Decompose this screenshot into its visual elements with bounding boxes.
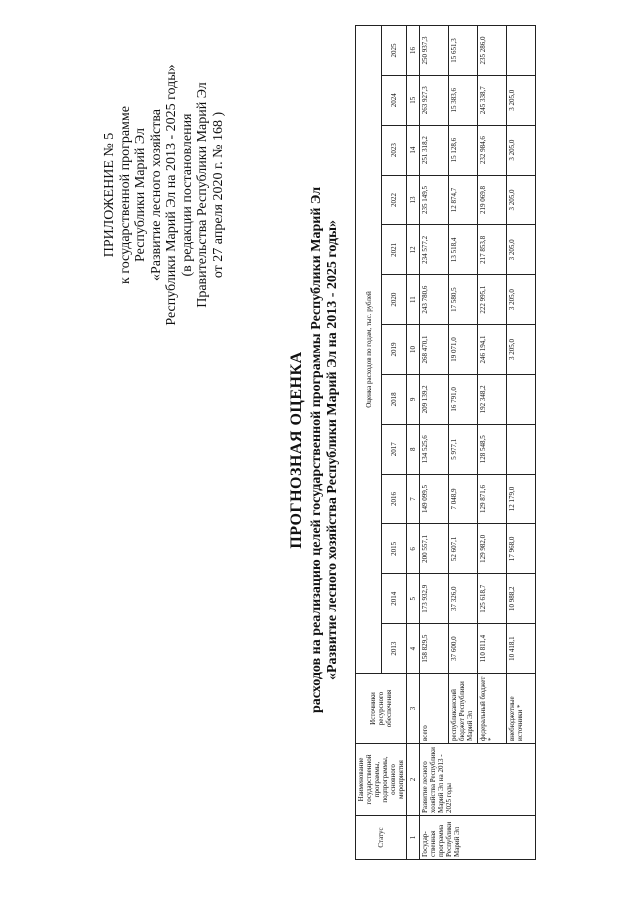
value-cell: 16 791,0 <box>449 374 478 424</box>
table-row <box>420 26 449 860</box>
column-number: 1 <box>407 816 420 860</box>
column-number: 15 <box>407 75 420 125</box>
appendix-block <box>102 20 226 370</box>
source-cell: всего <box>420 674 449 744</box>
value-cell: 235 149,5 <box>420 175 449 225</box>
value-cell: 10 418,1 <box>507 624 536 674</box>
header-estimate: Оценка расходов по годам, тыс. рублей <box>356 26 382 674</box>
source-cell: республиканский бюджет Республики Марий Эл <box>449 674 478 744</box>
header-name: Наименование государственной программы, подпрограммы, основного мероприятия <box>356 744 407 816</box>
value-cell: 173 932,9 <box>420 574 449 624</box>
header-status: Статус <box>356 816 407 860</box>
year-header: 2023 <box>382 125 407 175</box>
column-number: 13 <box>407 175 420 225</box>
value-cell: 13 518,4 <box>449 225 478 275</box>
value-cell: 17 968,0 <box>507 524 536 574</box>
column-number-row <box>407 26 420 860</box>
estimate-table <box>355 25 536 860</box>
year-header: 2024 <box>382 75 407 125</box>
value-cell: 129 871,6 <box>478 474 507 524</box>
value-cell: 209 139,2 <box>420 374 449 424</box>
value-cell: 37 326,0 <box>449 574 478 624</box>
year-header: 2021 <box>382 225 407 275</box>
header-source: Источники ресурсного обеспечения <box>356 674 407 744</box>
value-cell: 17 580,5 <box>449 275 478 325</box>
value-cell: 7 048,9 <box>449 474 478 524</box>
value-cell: 246 194,1 <box>478 325 507 375</box>
value-cell: 268 470,1 <box>420 325 449 375</box>
value-cell: 3 205,0 <box>507 275 536 325</box>
value-cell <box>507 374 536 424</box>
value-cell: 129 982,0 <box>478 524 507 574</box>
value-cell: 3 205,0 <box>507 125 536 175</box>
value-cell: 5 977,1 <box>449 424 478 474</box>
value-cell: 15 651,3 <box>449 26 478 76</box>
appendix-line: от 27 апреля 2020 г. № 168 ) <box>210 111 226 279</box>
value-cell: 52 607,1 <box>449 524 478 574</box>
value-cell: 19 071,0 <box>449 325 478 375</box>
table-row <box>449 26 478 860</box>
value-cell: 37 600,0 <box>449 624 478 674</box>
column-number: 6 <box>407 524 420 574</box>
column-number: 5 <box>407 574 420 624</box>
appendix-line: к государственной программе <box>117 106 133 284</box>
column-number: 3 <box>407 674 420 744</box>
value-cell <box>507 26 536 76</box>
value-cell: 134 525,6 <box>420 424 449 474</box>
value-cell: 3 205,0 <box>507 225 536 275</box>
year-header: 2017 <box>382 424 407 474</box>
value-cell: 219 069,8 <box>478 175 507 225</box>
value-cell: 251 318,2 <box>420 125 449 175</box>
column-number: 7 <box>407 474 420 524</box>
value-cell <box>507 424 536 474</box>
program-name-cell: Развитие лесного хозяйства Республики Марий Эл на 2013 - 2025 годы <box>420 744 536 816</box>
year-header: 2022 <box>382 175 407 225</box>
value-cell: 192 348,2 <box>478 374 507 424</box>
appendix-line: Республики Марий Эл на 2013 - 2025 годы» <box>164 64 179 326</box>
value-cell: 232 984,6 <box>478 125 507 175</box>
value-cell: 3 205,0 <box>507 75 536 125</box>
table-body <box>420 26 536 860</box>
year-header: 2025 <box>382 26 407 76</box>
value-cell: 110 811,4 <box>478 624 507 674</box>
source-cell: внебюджетные источники * <box>507 674 536 744</box>
column-number: 11 <box>407 275 420 325</box>
value-cell: 12 874,7 <box>449 175 478 225</box>
value-cell: 3 205,0 <box>507 325 536 375</box>
year-header: 2020 <box>382 275 407 325</box>
subtitle-line-1: расходов на реализацию целей государственной программы Республики Марий Эл <box>309 186 324 714</box>
column-number: 4 <box>407 624 420 674</box>
value-cell: 250 937,3 <box>420 26 449 76</box>
value-cell: 243 780,6 <box>420 275 449 325</box>
value-cell: 3 205,0 <box>507 175 536 225</box>
year-header: 2013 <box>382 624 407 674</box>
value-cell: 217 853,8 <box>478 225 507 275</box>
appendix-line: Республики Марий Эл <box>133 128 148 262</box>
value-cell: 10 988,2 <box>507 574 536 624</box>
value-cell: 245 338,7 <box>478 75 507 125</box>
value-cell: 12 179,0 <box>507 474 536 524</box>
column-number: 2 <box>407 744 420 816</box>
column-number: 14 <box>407 125 420 175</box>
value-cell: 125 618,7 <box>478 574 507 624</box>
value-cell: 234 577,2 <box>420 225 449 275</box>
value-cell: 15 128,6 <box>449 125 478 175</box>
source-cell: федеральный бюджет * <box>478 674 507 744</box>
year-header: 2014 <box>382 574 407 624</box>
appendix-line: «Развитие лесного хозяйства <box>148 109 164 282</box>
rotated-content <box>20 20 620 880</box>
column-number: 16 <box>407 26 420 76</box>
column-number: 10 <box>407 325 420 375</box>
value-cell: 200 557,1 <box>420 524 449 574</box>
appendix-line: Правительства Республики Марий Эл <box>195 82 210 308</box>
value-cell: 128 548,5 <box>478 424 507 474</box>
document-subtitle <box>309 20 341 880</box>
column-number: 12 <box>407 225 420 275</box>
subtitle-line-2: «Развитие лесного хозяйства Республики Марий Эл на 2013 - 2025 годы» <box>325 219 340 681</box>
value-cell: 158 829,5 <box>420 624 449 674</box>
table-row <box>478 26 507 860</box>
year-header: 2016 <box>382 474 407 524</box>
year-header: 2019 <box>382 325 407 375</box>
year-header: 2018 <box>382 374 407 424</box>
value-cell: 149 099,5 <box>420 474 449 524</box>
value-cell: 235 286,0 <box>478 26 507 76</box>
status-cell: Государ-ственная программа Республики Марий Эл <box>420 816 536 860</box>
value-cell: 263 927,3 <box>420 75 449 125</box>
value-cell: 15 383,6 <box>449 75 478 125</box>
document-title: ПРОГНОЗНАЯ ОЦЕНКА <box>288 351 305 549</box>
column-number: 8 <box>407 424 420 474</box>
value-cell: 222 995,1 <box>478 275 507 325</box>
appendix-line: ПРИЛОЖЕНИЕ № 5 <box>102 132 117 258</box>
column-number: 9 <box>407 374 420 424</box>
year-header: 2015 <box>382 524 407 574</box>
appendix-line: (в редакции постановления <box>179 113 195 277</box>
table-row <box>507 26 536 860</box>
